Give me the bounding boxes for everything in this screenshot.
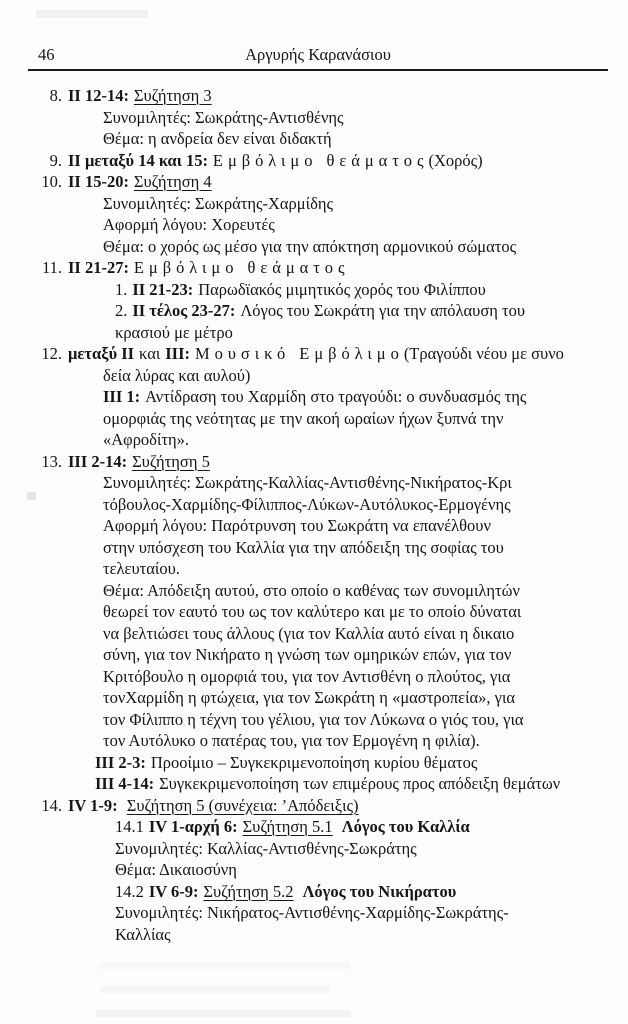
item-11-head [41,257,602,279]
sub-text-continuation: κρασιού με μέτρο [115,322,233,342]
list-item-9 [38,150,602,172]
item-9-head [49,150,602,172]
item-label: II 21-27: [68,258,129,277]
sub-number: 2. [115,301,128,320]
item-tail-continuation: δεία λύρας και αυλού) [103,365,251,385]
sub-body: Συνομιλητές: Καλλίας-Αντισθένης-Σωκράτης Θέμα: Δικαιοσύνη [115,838,417,879]
list-item-10 [38,171,602,257]
sub-heading: Συζήτηση 5.2 [203,881,294,901]
sub-label: II 21-23: [132,279,194,299]
item-number: 10. [41,172,62,191]
list-item-11 [38,257,602,343]
note-text: Αντίδραση του Χαρμίδη στο τραγούδι: ο συνδυασμός της [145,387,527,406]
item-label: και [139,344,161,363]
scan-artifact [100,962,350,969]
sub-label: II τέλος 23-27: [132,301,236,320]
item-label: II 15-20: [68,172,129,191]
item-13-subheader-2 [95,773,602,795]
item-number: 8. [49,86,62,105]
item-8-body: Συνομιλητές: Σωκράτης-Αντισθένης Θέμα: η ανδρεία δεν είναι διδακτή [103,107,344,148]
list-item-13 [38,451,602,795]
item-label: IV 1-9: [68,795,118,815]
sub-body: Συνομιλητές: Νικήρατος-Αντισθένης-Χαρμίδης-Σωκράτης- Καλλίας [115,903,509,944]
item-number: 13. [41,451,62,471]
item-14-sub-1 [115,816,602,881]
spaced-heading: Εμβόλιμο θεάματος [212,150,429,170]
item-13-subheader-1 [95,752,602,774]
page-header [28,44,608,71]
sub-number: 14.2 [115,881,144,901]
sub-text: Λόγος του Σωκράτη για την απόλαυση του [240,301,526,320]
sub-heading: Συζήτηση 5.1 [242,817,333,836]
item-label: II 12-14: [68,86,129,105]
subheader-text: Συγκεκριμενοποίηση των επιμέρους προς απόδειξη θεμάτων [159,774,561,793]
running-title: Αργυρής Καρανάσιου [245,45,391,64]
list-item-8 [38,85,602,150]
item-12-head [41,343,602,386]
sub-number: 14.1 [115,817,144,836]
item-14-head [41,795,602,817]
item-tail: (Χορός) [428,150,483,170]
list-item-12 [38,343,602,451]
item-10-head [41,171,602,193]
item-13-body: Συνομιλητές: Σωκράτης-Καλλίας-Αντισθένης-Νικήρατος-Κρι τόβουλος-Χαρμίδης-Φίλιππος-Λύκων-Αυτόλυκος-Ερμογένης Αφορμή λόγου: Παρότρυνση του Σωκράτη να επανέλθουν στην υπόσχεση του Καλλία για την απόδειξη της σοφίας του τελευταίου. Θέμα: Απόδειξη αυτού, στο οποίο ο καθένας των συνομιλητών θεωρεί τον εαυτό του ως τον καλύτερο και με το οποίο δύναται να βελτιώσει τους άλλους (για τον Καλλία αυτό είναι η δικαιο σύνη, για τον Νικήρατο η γνώση των ομηρικών επών, για τον Κριτόβουλο η ομορφιά του, για τον Αντισθένη ο πλούτος, για τονΧαρμίδη η φτώχεια, για τον Σωκράτη η «μαστροπεία», για τον Φίλιππο η τέχνη του γέλιου, για τον Λύκωνα ο γιός του, για τον Αυτόλυκο ο πατέρας του, για τον Ερμογένη η φιλία). [103,473,524,750]
item-heading: Συζήτηση 5 (συνέχεια: ’Απόδειξις) [126,795,359,815]
item-tail: (Τραγούδι νέου με συνο [403,344,564,363]
note-label: III 1: [103,387,141,406]
item-heading: Συζήτηση 3 [133,86,212,105]
item-11-sub-1 [115,279,602,301]
item-13-head [41,451,602,473]
item-8-head [49,85,602,107]
sub-label: IV 1-αρχή 6: [148,817,238,836]
page-number: 46 [38,45,55,64]
item-11-sub-2 [115,300,602,343]
scan-artifact [100,986,330,993]
item-number: 12. [41,344,62,363]
subheader-label: III 2-3: [95,752,146,772]
item-label: III 2-14: [68,451,128,471]
item-label: II μεταξύ 14 και 15: [68,150,208,170]
item-12-note [103,386,602,451]
subheader-text: Προοίμιο – Συγκεκριμενοποίηση κυρίου θέματος [150,752,478,772]
scan-artifact [27,492,36,500]
scan-artifact [96,1010,351,1017]
outline-list [38,85,602,945]
item-label: μεταξύ II [68,344,135,363]
item-heading: Συζήτηση 4 [133,172,212,191]
note-text-continuation: ομορφιάς της νεότητας με την ακοή ωραίων ήχων ξυπνά την «Αφροδίτη». [103,408,504,449]
scan-artifact [36,10,148,18]
item-label: III: [165,344,191,363]
spaced-heading: Εμβόλιμο θεάματος [133,258,350,277]
item-14-sub-2 [115,881,602,946]
item-number: 11. [41,258,62,277]
list-item-14 [38,795,602,946]
item-10-body: Συνομιλητές: Σωκράτης-Χαρμίδης Αφορμή λόγου: Χορευτές Θέμα: ο χορός ως μέσο για την απόκτηση αρμονικού σώματος [103,193,517,256]
item-heading: Συζήτηση 5 [132,451,210,471]
item-number: 9. [49,150,62,170]
sub-number: 1. [115,279,128,299]
item-number: 14. [41,795,62,815]
spaced-heading: Μουσικό Εμβόλιμο [194,344,404,363]
sub-label: IV 6-9: [148,881,199,901]
sub-text: Παρωδϊακός μιμητικός χορός του Φιλίππου [198,279,486,299]
sub-title: Λόγος του Καλλία [341,817,470,836]
sub-title: Λόγος του Νικήρατου [302,881,457,901]
subheader-label: III 4-14: [95,774,155,793]
